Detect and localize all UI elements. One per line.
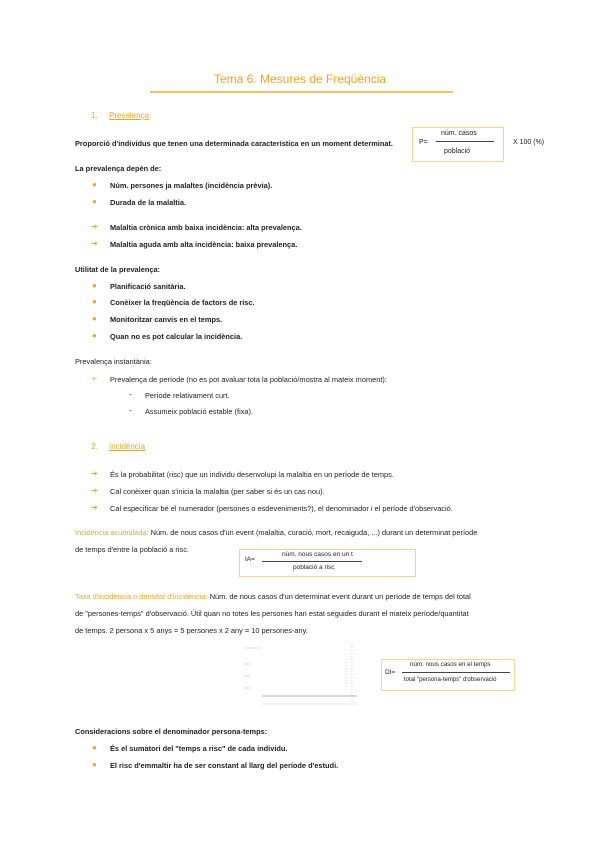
formula-lhs: DI= bbox=[385, 669, 396, 676]
bullet-icon: ● bbox=[92, 331, 97, 340]
fraction-bar bbox=[436, 141, 494, 142]
section-label: Prevalença bbox=[109, 111, 150, 120]
bullet-icon: ● bbox=[92, 743, 97, 752]
section-number: 2. bbox=[91, 442, 98, 451]
prevalence-definition: Proporció d'individus que tenen una determinada característica en un moment determinat. bbox=[75, 139, 393, 148]
follow-up-diagram bbox=[242, 642, 362, 710]
paragraph-line: de "persones-temps" d'observació. Útil quan no totes les persones han estat seguides durant el mateix període/quantitat bbox=[75, 609, 469, 618]
formula-lhs: IA= bbox=[245, 556, 255, 563]
arrowhead-icon: ➢ bbox=[91, 374, 98, 383]
dash-icon: - bbox=[129, 406, 132, 415]
arrow-right-icon: ➔ bbox=[91, 486, 98, 495]
sub-list-item: Assumeix població estable (fixa). bbox=[145, 407, 254, 416]
list-item: Monitoritzar canvis en el temps. bbox=[110, 315, 223, 324]
formula-numerator: núm. nous casos en el temps bbox=[410, 661, 491, 668]
formula-numerator: núm. nous casos en un t bbox=[282, 551, 353, 558]
list-item: És la probabilitat (risc) que un individu desenvolupi la malaltia en un període de temps. bbox=[110, 470, 394, 479]
dash-icon: - bbox=[129, 390, 132, 399]
section-prevalence-heading bbox=[91, 111, 149, 120]
list-item: És el sumatori del "temps a risc" de cada individu. bbox=[110, 744, 288, 753]
term-text: Núm. de nous casos d'un determinat event durant un període de temps del total bbox=[207, 592, 471, 601]
formula-denominator: total "persona-temps" d'observació bbox=[404, 677, 497, 683]
list-item: Malaltia aguda amb alta incidència: baixa prevalença. bbox=[110, 240, 298, 249]
sub-list-item: Període relativament curt. bbox=[145, 391, 230, 400]
arrow-right-icon: ➔ bbox=[91, 239, 98, 248]
bullet-icon: ● bbox=[92, 314, 97, 323]
section-incidence-heading bbox=[91, 442, 145, 451]
bullet-icon: ● bbox=[92, 180, 97, 189]
arrow-right-icon: ➔ bbox=[91, 469, 98, 478]
incidence-density-paragraph bbox=[75, 592, 471, 601]
utility-title: Utilitat de la prevalença: bbox=[75, 265, 161, 274]
term-label: Taxa d'incidència o densitat d'incidència: bbox=[75, 592, 208, 601]
bullet-icon: ● bbox=[92, 281, 97, 290]
list-item: Cal conèixer quan s'inicia la malaltia (per saber si és un cas nou). bbox=[110, 487, 325, 496]
paragraph-line: de temps d'entre la població a risc. bbox=[75, 545, 189, 554]
instant-prevalence-title: Prevalença instantània: bbox=[75, 357, 152, 366]
section-number: 1. bbox=[91, 111, 98, 120]
list-item: El risc d'emmaltir ha de ser constant al llarg del període d'estudi. bbox=[110, 761, 339, 770]
term-text: Núm. de nous casos d'un event (malaltia, curació, mort, recaiguda, ...) durant un determinat període bbox=[148, 528, 478, 537]
list-item: Quan no es pot calcular la incidència. bbox=[110, 332, 243, 341]
list-item: Malaltia crònica amb baixa incidència: alta prevalença. bbox=[110, 223, 302, 232]
formula-lhs: P= bbox=[419, 139, 428, 146]
arrow-right-icon: ➔ bbox=[91, 222, 98, 231]
bullet-icon: ● bbox=[92, 760, 97, 769]
formula-denominator: població a risc bbox=[293, 564, 335, 571]
list-item: Núm. persones ja malaltes (incidència prèvia). bbox=[110, 181, 273, 190]
cumulative-incidence-paragraph bbox=[75, 528, 477, 537]
formula-denominator: població bbox=[444, 148, 471, 155]
fraction-bar bbox=[262, 561, 362, 562]
title-divider bbox=[150, 91, 453, 93]
list-item: Prevalença de període (no es pot avaluar tota la població/mostra al mateix moment): bbox=[110, 375, 387, 384]
term-label: Incidència acumulada: bbox=[75, 528, 149, 537]
bullet-icon: ● bbox=[92, 297, 97, 306]
arrow-right-icon: ➔ bbox=[91, 503, 98, 512]
list-item: Cal especificar bé el numerador (persones o esdeveniments?), el denominador i el període d'observació. bbox=[110, 504, 453, 513]
paragraph-line: de temps. 2 persona x 5 anys = 5 persones x 2 any = 10 persones-any. bbox=[75, 626, 308, 635]
formula-factor: X 100 (%) bbox=[513, 139, 545, 146]
bullet-icon: ● bbox=[92, 197, 97, 206]
section-label: Incidència bbox=[109, 442, 146, 451]
depends-title: La prevalença depèn de: bbox=[75, 164, 162, 173]
formula-numerator: núm. casos bbox=[441, 130, 477, 137]
list-item: Conèixer la freqüència de factors de risc. bbox=[110, 298, 255, 307]
fraction-bar bbox=[402, 672, 510, 673]
denominator-title: Consideracions sobre el denominador persona-temps: bbox=[75, 727, 268, 736]
page-title: Tema 6. Mesures de Freqüència bbox=[213, 72, 387, 86]
list-item: Planificació sanitària. bbox=[110, 282, 186, 291]
list-item: Durada de la malaltia. bbox=[110, 198, 186, 207]
